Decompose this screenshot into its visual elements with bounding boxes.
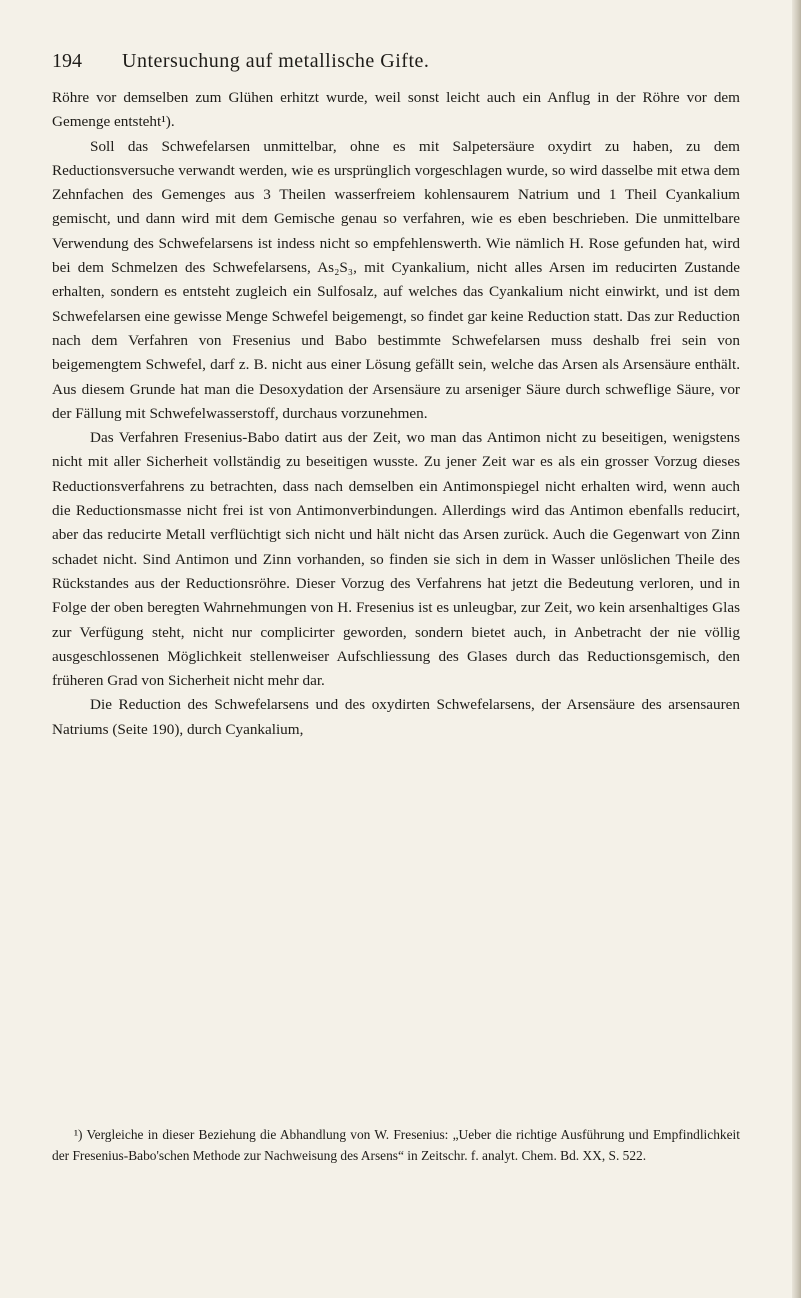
paragraph-1: Röhre vor demselben zum Glühen erhitzt wurde, weil sonst leicht auch ein Anflug in der Röhre vor dem Gemenge entsteht¹). [52, 89, 740, 131]
page-number: 194 [52, 50, 82, 72]
paragraph-2: Soll das Schwefelarsen unmittelbar, ohne es mit Salpetersäure oxydirt zu haben, zu dem Reductionsversuche verwandt werden, wie es ursprünglich vorgeschlagen wurde, so wird dasselbe mit etwa dem Zehnfachen des Gemenges aus 3 Theilen wasserfreiem kohlensaurem Natrium und 1 Theil Cyankalium gemischt, und dann wird mit dem Gemische genau so verfahren, wie es eben beschrieben. Die unmittelbare Verwendung des Schwefelarsens ist indess nicht so empfehlenswerth. Wie nämlich H. Rose gefunden hat, wird bei dem Schmelzen des Schwefelarsens, As₂S₃, mit Cyankalium, nicht alles Arsen im reducirten Zustande erhalten, sondern es entsteht zugleich ein Sulfosalz, auf welches das Cyankalium nicht einwirkt, und ist dem Schwefelarsen eine gewisse Menge Schwefel beigemengt, so findet gar keine Reduction statt. Das zur Reduction nach dem Verfahren von Fresenius und Babo bestimmte Schwefelarsen muss deshalb frei sein von beigemengtem Schwefel, darf z. B. nicht aus einer Lösung gefällt sein, welche das Arsen als Arsensäure enthält. Aus diesem Grunde hat man die Desoxydation der Arsensäure zu arseniger Säure durch schweflige Säure, vor der Fällung mit Schwefelwasserstoff, durchaus vorzunehmen. [52, 137, 740, 422]
running-title: Untersuchung auf metallische Gifte. [122, 50, 430, 72]
footnote: ¹) Vergleiche in dieser Beziehung die Abhandlung von W. Fresenius: „Ueber die richtige Ausführung und Empfindlichkeit der Fresenius-Babo'schen Methode zur Nachweisung des Arsens“ in Zeitschr. f. analyt. Chem. Bd. XX, S. 522. [52, 1127, 740, 1163]
paragraph-4: Die Reduction des Schwefelarsens und des oxydirten Schwefelarsens, der Arsensäure des arsensauren Natriums (Seite 190), durch Cyankalium, [52, 696, 740, 738]
body-text [52, 86, 740, 742]
page-edge-shadow [792, 0, 801, 1298]
paragraph-3: Das Verfahren Fresenius-Babo datirt aus der Zeit, wo man das Antimon nicht zu beseitigen, wenigstens nicht mit aller Sicherheit vollständig zu beseitigen wusste. Zu jener Zeit war es als ein grosser Vorzug dieses Reductionsverfahrens zu betrachten, dass nach demselben ein Antimonspiegel nicht erhalten wird, wenn auch die Reductionsmasse nicht frei ist von Antimonverbindungen. Allerdings wird das Antimon ebenfalls reducirt, aber das reducirte Metall verflüchtigt sich nicht und hält nicht das Arsen zurück. Auch die Gegenwart von Zinn schadet nicht. Sind Antimon und Zinn vorhanden, so finden sie sich in dem in Wasser unlöslichen Theile des Rückstandes aus der Reductionsröhre. Dieser Vorzug des Verfahrens hat jetzt die Bedeutung verloren, und in Folge der oben beregten Wahrnehmungen von H. Fresenius ist es unleugbar, zur Zeit, wo kein arsenhaltiges Glas zur Verfügung steht, nicht nur complicirter geworden, sondern bietet auch, in Anbetracht der nie völlig ausgeschlossenen Möglichkeit stellenweiser Aufschliessung des Glases durch das Reductionsgemisch, den früheren Grad von Sicherheit nicht mehr dar. [52, 429, 740, 690]
